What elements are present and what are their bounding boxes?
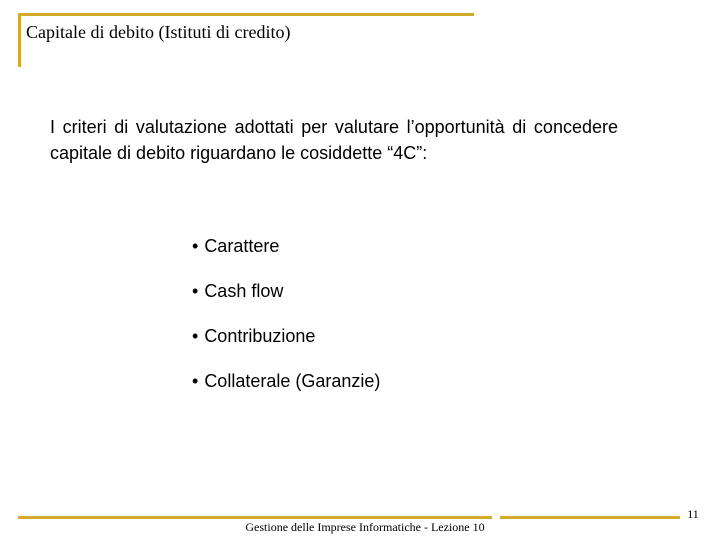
list-item-label: Carattere — [204, 236, 280, 256]
list-item — [192, 234, 380, 279]
list-item-label: Cash flow — [204, 281, 284, 301]
list-item — [192, 369, 380, 414]
criteria-list — [192, 234, 380, 414]
bullet-icon: • — [192, 281, 199, 301]
footer-rule-right — [500, 516, 680, 519]
title-top-rule — [18, 13, 474, 16]
list-item-label: Collaterale (Garanzie) — [204, 371, 381, 391]
page-number: 11 — [687, 507, 699, 521]
footer-text: Gestione delle Imprese Informatiche - Lezione 10 — [245, 520, 485, 534]
slide-title: Capitale di debito (Istituti di credito) — [26, 22, 291, 42]
list-item — [192, 324, 380, 369]
bullet-icon: • — [192, 326, 199, 346]
title-left-rule — [18, 13, 21, 67]
bullet-icon: • — [192, 236, 199, 256]
bullet-icon: • — [192, 371, 199, 391]
list-item-label: Contribuzione — [204, 326, 316, 346]
list-item — [192, 279, 380, 324]
intro-paragraph: I criteri di valutazione adottati per valutare l’opportunità di concedere capitale di debito riguardano le cosiddette “4C”: — [50, 117, 618, 163]
